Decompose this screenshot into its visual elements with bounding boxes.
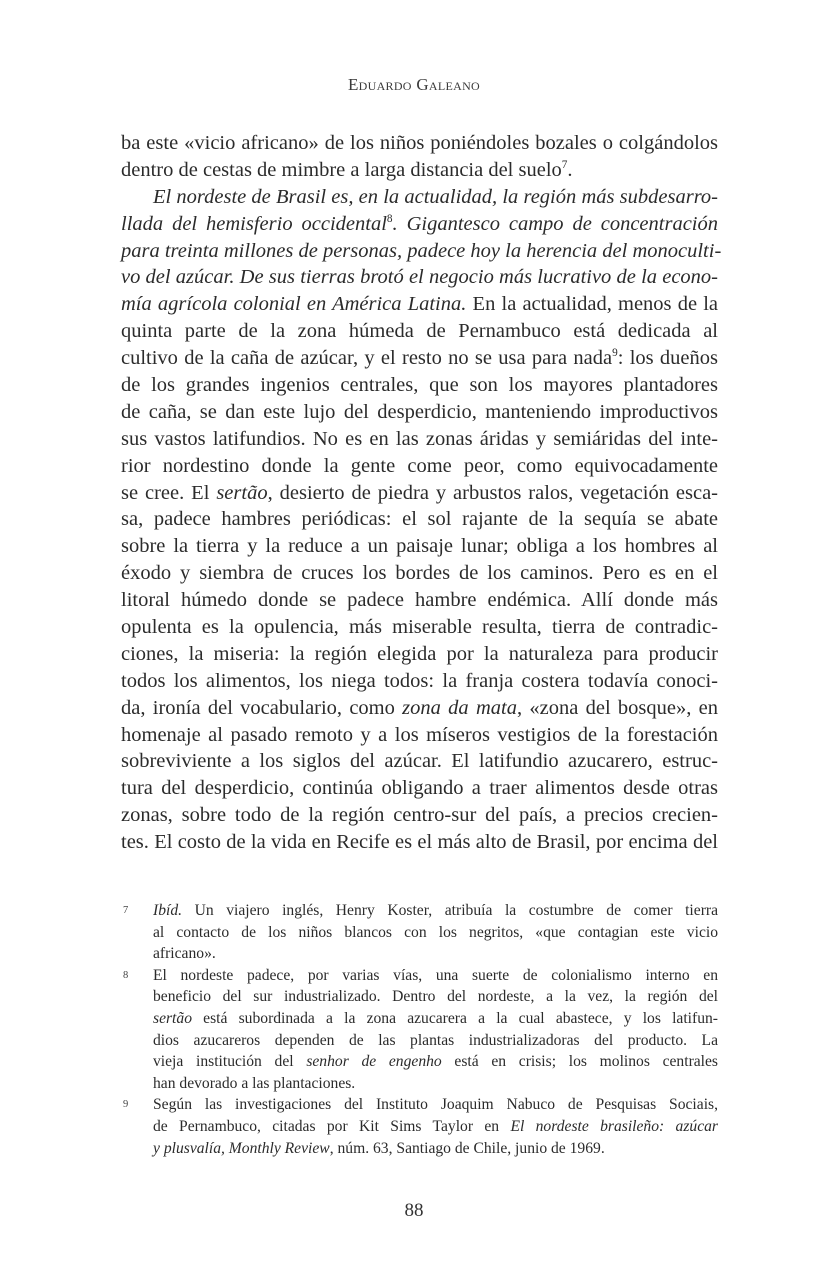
body-line: vo del azúcar. De sus tierras brotó el negocio más lucrativo de la econo- [121, 266, 718, 289]
body-line: dentro de cestas de mimbre a larga distancia del suelo$^7$. [121, 158, 573, 181]
body-line: todos los alimentos, los niega todos: la franja costera todavía conoci- [121, 669, 718, 692]
body-line: homenaje al pasado remoto y a los míseros vestigios de la forestación [121, 723, 718, 746]
body-line: se cree. El sertão, desierto de piedra y arbustos ralos, vegetación esca- [121, 481, 719, 504]
footnote-line: han devorado a las plantaciones. [153, 1074, 356, 1092]
body-line: quinta parte de la zona húmeda de Pernambuco está dedicada al [121, 320, 718, 343]
footnote-line: africano». [153, 945, 216, 963]
footnote-number: 7 [123, 905, 129, 916]
footnote-line: dios azucareros dependen de las plantas industrializadoras del producto. La [153, 1031, 718, 1049]
footnote-line: Ibíd. Un viajero inglés, Henry Koster, atribuía la costumbre de comer tierra [153, 902, 718, 919]
footnote [121, 1094, 718, 1159]
body-line: sus vastos latifundios. No es en las zonas áridas y semiáridas del inte- [121, 427, 718, 450]
body-line: llada del hemisferio occidental$^8$. Gigantesco campo de concentración [121, 212, 718, 235]
body-text [121, 130, 722, 856]
footnote [121, 900, 718, 965]
body-line: da, ironía del vocabulario, como zona da mata, «zona del bosque», en [121, 696, 719, 719]
footnote-line: y plusvalía, Monthly Review, núm. 63, Santiago de Chile, junio de 1969. [153, 1139, 605, 1157]
body-line: tes. El costo de la vida en Recife es el más alto de Brasil, por encima del [121, 831, 718, 854]
footnote-reference[interactable]: 7 [561, 159, 568, 172]
footnote-line: vieja institución del senhor de engenho está en crisis; los molinos centrales [153, 1053, 719, 1071]
footnote-line: El nordeste padece, por varias vías, una suerte de colonialismo interno en [153, 966, 718, 984]
footnote-reference[interactable]: 9 [612, 347, 618, 360]
body-line: éxodo y siembra de cruces los bordes de los caminos. Pero es en el [121, 562, 718, 585]
body-line: cultivo de la caña de azúcar, y el resto no se usa para nada$^9$: los dueños [121, 347, 718, 370]
footnote-line: de Pernambuco, citadas por Kit Sims Taylor en El nordeste brasileño: azúcar [153, 1117, 719, 1135]
body-line: ciones, la miseria: la región elegida por la naturaleza para producir [121, 642, 718, 665]
page-number: 88 [404, 1200, 424, 1221]
body-line: para treinta millones de personas, padece hoy la herencia del monoculti- [121, 239, 722, 262]
body-line: de los grandes ingenios centrales, que son los mayores plantadores [121, 374, 718, 397]
body-line: sobre la tierra y la reduce a un paisaje lunar; obliga a los hombres al [121, 535, 718, 558]
footnote-line: sertão está subordinada a la zona azucarera a la cual abastece, y los latifun- [153, 1009, 718, 1027]
body-line: tura del desperdicio, continúa obligando a traer alimentos desde otras [121, 777, 718, 800]
footnote-number: 8 [123, 969, 129, 981]
body-line: zonas, sobre todo de la región centro-sur del país, a precios crecien- [121, 804, 718, 827]
footnote-reference[interactable]: 8 [386, 212, 393, 225]
body-line: sobreviviente a los siglos del azúcar. El latifundio azucarero, estruc- [121, 750, 718, 773]
body-line: ba este «vicio africano» de los niños poniéndoles bozales o colgándolos [121, 132, 718, 154]
body-line: litoral húmedo donde se padece hambre endémica. Allí donde más [121, 589, 718, 612]
running-head: Eduardo Galeano [347, 75, 481, 94]
footnote [121, 965, 718, 1095]
body-line: El nordeste de Brasil es, en la actualidad, la región más subdesarro- [153, 185, 718, 208]
body-line: rior nordestino donde la gente come peor, como equivocadamente [121, 454, 718, 477]
footnote-line: beneficio del sur industrializado. Dentro del nordeste, a la vez, la región del [153, 988, 718, 1006]
body-line: mía agrícola colonial en América Latina. En la actualidad, menos de la [121, 293, 719, 316]
footnote-line: al contacto de los niños blancos con los negritos, «que contagian este vicio [153, 923, 718, 941]
footnote-number: 9 [123, 1099, 129, 1111]
body-line: de caña, se dan este lujo del desperdicio, manteniendo improductivos [121, 400, 718, 423]
footnote-line: Según las investigaciones del Instituto Joaquim Nabuco de Pesquisas Sociais, [153, 1096, 718, 1114]
footnotes [121, 900, 718, 1159]
body-line: opulenta es la opulencia, más miserable resulta, tierra de contradic- [121, 616, 718, 639]
body-line: sa, padece hambres periódicas: el sol rajante de la sequía se abate [121, 508, 718, 531]
